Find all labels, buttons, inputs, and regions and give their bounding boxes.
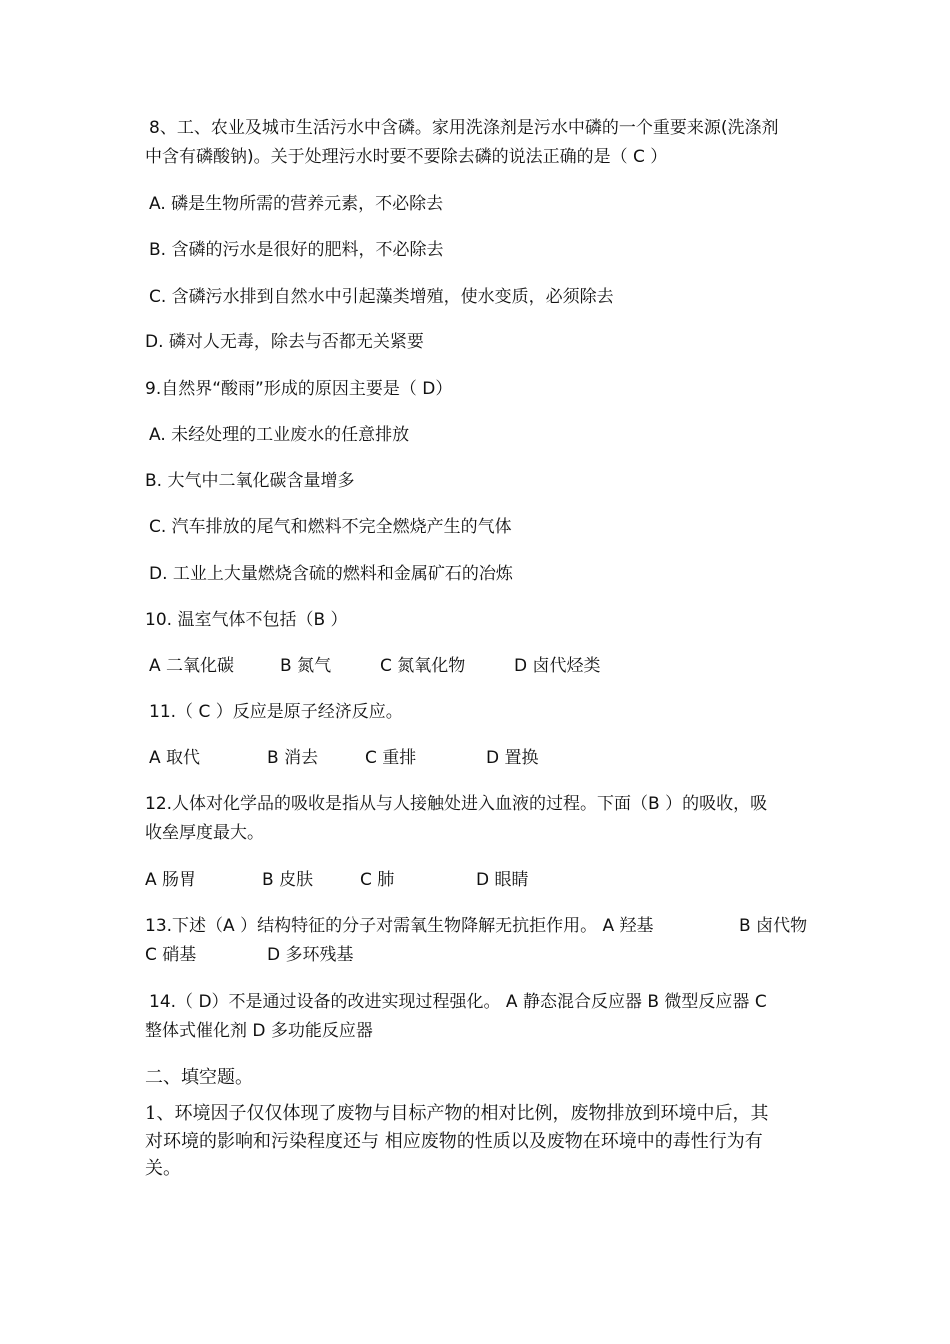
q10-option-d: D 卤代烃类	[514, 656, 601, 676]
fill-in-1-line1: 1、环境因子仅仅体现了废物与目标产物的相对比例，废物排放到环境中后，其	[145, 1103, 769, 1124]
q10-option-c: C 氮氧化物	[380, 656, 466, 676]
q12-option-a: A 肠胃	[145, 870, 197, 890]
q11-stem: 11.（ C ）反应是原子经济反应。	[149, 702, 403, 722]
q10-stem: 10. 温室气体不包括（B ）	[145, 610, 348, 630]
q8-option-a: A. 磷是生物所需的营养元素，不必除去	[149, 194, 444, 214]
q13-option-c: C 硝基	[145, 945, 197, 965]
q11-option-b: B 消去	[267, 748, 319, 768]
q8-option-c: C. 含磷污水排到自然水中引起藻类增殖，使水变质，必须除去	[149, 287, 614, 307]
q8-option-d: D. 磷对人无毒，除去与否都无关紧要	[145, 332, 424, 352]
q12-option-c: C 肺	[360, 870, 395, 890]
q13-stem-line1: 13.下述（A ）结构特征的分子对需氧生物降解无抗拒作用。 A 羟基	[145, 916, 654, 936]
q11-options	[149, 746, 539, 770]
q11-option-d: D 置换	[486, 748, 539, 768]
q11-option-c: C 重排	[365, 748, 417, 768]
q13-stem-line2	[145, 943, 354, 967]
q10-options	[149, 654, 601, 678]
q9-option-b: B. 大气中二氧化碳含量增多	[145, 471, 355, 491]
q11-option-a: A 取代	[149, 748, 201, 768]
fill-in-1-line3: 关。	[145, 1158, 181, 1179]
q9-option-c: C. 汽车排放的尾气和燃料不完全燃烧产生的气体	[149, 517, 512, 537]
q13-option-b: B 卤代物	[739, 916, 808, 936]
q10-option-a: A 二氧化碳	[149, 656, 235, 676]
q14-stem-line2: 整体式催化剂 D 多功能反应器	[145, 1021, 373, 1041]
q12-option-d: D 眼睛	[476, 870, 529, 890]
q9-option-d: D. 工业上大量燃烧含硫的燃料和金属矿石的冶炼	[149, 564, 513, 584]
section-heading-fill-in: 二、填空题。	[145, 1067, 253, 1088]
q8-option-b: B. 含磷的污水是很好的肥料，不必除去	[149, 240, 444, 260]
q10-option-b: B 氮气	[280, 656, 332, 676]
fill-in-1-line2: 对环境的影响和污染程度还与 相应废物的性质以及废物在环境中的毒性行为有	[145, 1131, 763, 1152]
q12-stem-line1: 12.人体对化学品的吸收是指从与人接触处进入血液的过程。下面（B ）的吸收，吸	[145, 794, 768, 814]
q12-stem-line2: 收垒厚度最大。	[145, 823, 264, 843]
q8-stem-line2: 中含有磷酸钠)。关于处理污水时要不要除去磷的说法正确的是（ C ）	[145, 147, 668, 167]
q9-option-a: A. 未经处理的工业废水的任意排放	[149, 425, 410, 445]
q8-stem-line1: 8、工、农业及城市生活污水中含磷。家用洗涤剂是污水中磷的一个重要来源(洗涤剂	[149, 118, 779, 138]
q12-options	[145, 868, 529, 892]
q9-stem: 9.自然界“酸雨”形成的原因主要是（ D）	[145, 379, 453, 399]
q12-option-b: B 皮肤	[262, 870, 314, 890]
q14-stem-line1: 14.（ D）不是通过设备的改进实现过程强化。 A 静态混合反应器 B 微型反应器 C	[149, 992, 767, 1012]
q13-option-d: D 多环残基	[267, 945, 354, 965]
